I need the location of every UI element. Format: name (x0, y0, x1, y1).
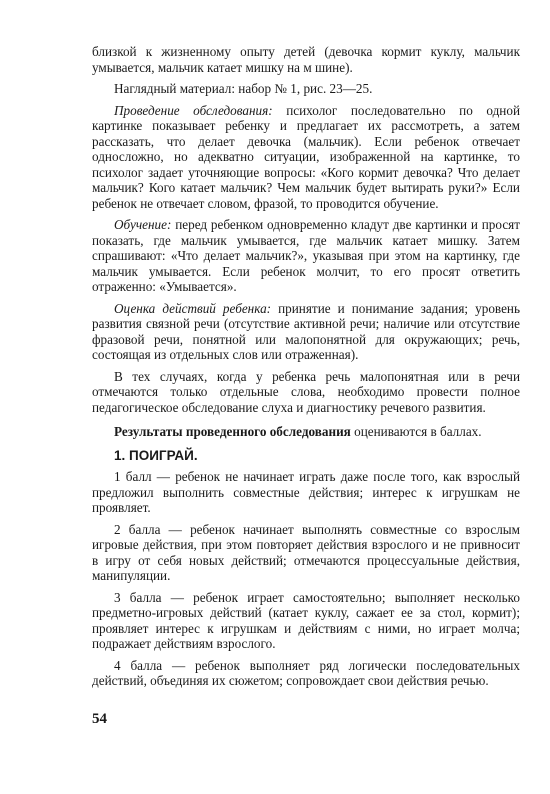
paragraph-materials: Наглядный материал: набор № 1, рис. 23—25. (114, 81, 373, 96)
score-3: 3 балла — ребенок играет самостоятельно; выполняет несколько предметно-игровых действий (катает куклу, сажает ее за стол, кормит); проявляет интерес к игрушкам и действиям с ними, но играет молча; подражает действиям взрослого. (92, 589, 520, 651)
procedure-text: психолог последовательно по одной картинке показывает ребенку и предлагает их рассмотреть, а затем рассказать, что делает девочка (мальчик). Если ребенок отвечает односложно, но адекватно ситуации, изображенной на картинке, то психолог задает уточняющие вопросы: «Кого кормит девочка? Что делает мальчик? Кого катает мальчик? Чем мальчик будет вытирать руки?» Если ребенок не отвечает словом, фразой, то проводится обучение. (92, 102, 521, 211)
paragraph-assessment (92, 301, 520, 363)
page-number: 54 (92, 711, 107, 727)
paragraph-results (92, 424, 520, 440)
results-text: оцениваются в баллах. (350, 424, 482, 439)
score-2: 2 балла — ребенок начинает выполнять совместные со взрослым игровые действия, при этом повторяет действия взрослого и не привносит в игру от себя новых действий; отмечаются процессуальные действия, манипуляции. (92, 521, 520, 583)
assessment-label: Оценка действий ребенка: (114, 300, 272, 316)
procedure-label: Проведение обследования: (114, 102, 273, 118)
results-label: Результаты проведенного обследования (114, 424, 351, 439)
training-text: перед ребенком одновременно кладут две картинки и просят показать, где мальчик умывается, где мальчик катает мишку. Затем спрашивают: «Что делает мальчик?», указывая при этом на картинку, где мальчик умывается. Если ребенок молчит, то его просят ответить отраженно: «Умывается». (92, 217, 520, 294)
paragraph-procedure (92, 103, 520, 212)
page-text (92, 44, 520, 689)
training-label: Обучение: (114, 217, 172, 232)
assessment-text: принятие и понимание задания; уровень развития связной речи (отсутствие активной речи; наличие или отсутствие фразовой речи, понятной или малопонятной для окружающих; речь, состоящая из отдельных слов или отраженная). (92, 300, 520, 362)
score-1: 1 балл — ребенок не начинает играть даже после того, как взрослый предложил выполнить совместные действия; интерес к игрушкам не проявляет. (92, 469, 520, 515)
paragraph-note: В тех случаях, когда у ребенка речь малопонятная или в речи отмечаются только отдельные слова, необходимо провести полное педагогическое обследование слуха и диагностику речевого развития. (92, 368, 520, 415)
paragraph-training (92, 217, 520, 295)
section-title: 1. ПОИГРАЙ. (114, 447, 198, 463)
paragraph-continuation: близкой к жизненному опыту детей (девочка кормит куклу, мальчик умывается, мальчик катает мишку на м шине). (92, 44, 520, 75)
score-4: 4 балла — ребенок выполняет ряд логически последовательных действий, объединяя их сюжетом; сопровождает свои действия речью. (92, 657, 520, 688)
